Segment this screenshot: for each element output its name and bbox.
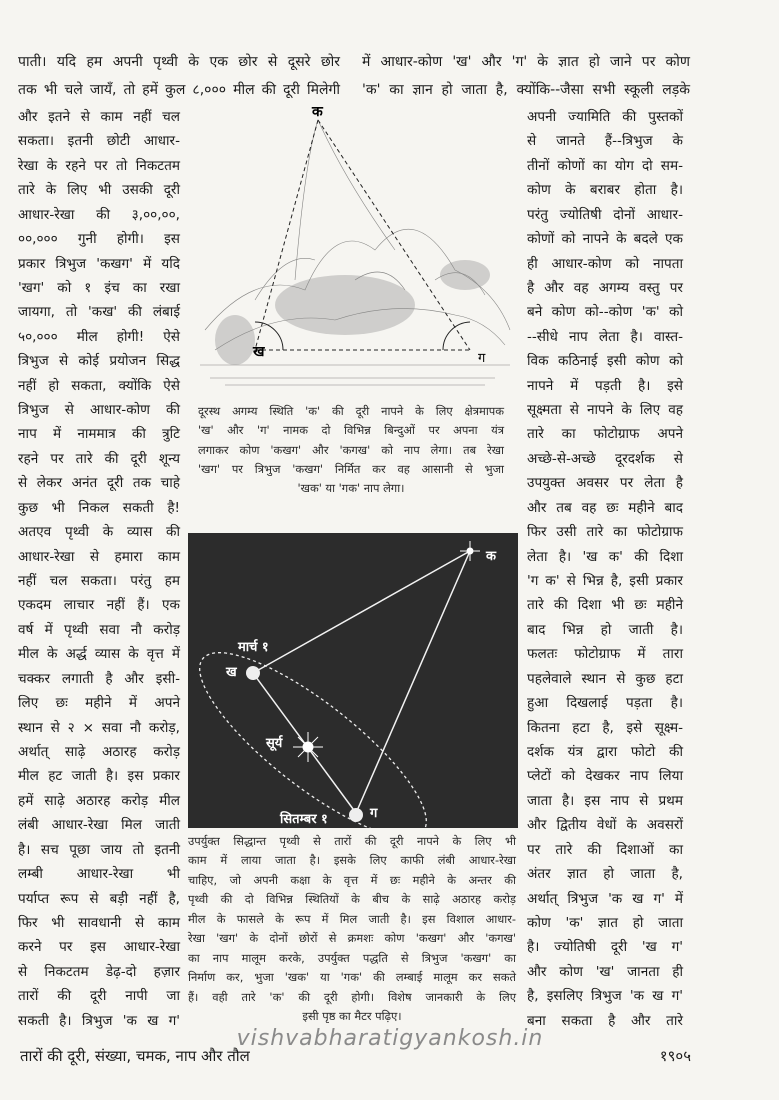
figure1-right-label: ग [478,351,486,366]
text-line: सकता। इतनी छोटी आधार- [18,133,180,150]
caption-line: रेखा 'खग' के दोनों छोरों से क्रमशः कोण 'कखग' और 'कगख' [188,931,516,946]
text-line: और तब वह छः महीने बाद [527,499,683,516]
caption-line: निर्माण कर, भुजा 'खक' या 'गक' की लम्बाई मालूम कर सकते [188,970,516,985]
text-line: पर्याप्त रूप से बड़ी नहीं है, [18,890,180,907]
caption-line: 'ख' और 'ग' नामक दो विभिन्न बिन्दुओं पर अपना यंत्र [198,423,504,438]
text-line: रहने पर तारे की दूरी शून्य [18,450,180,467]
text-line: फलतः फोटोग्राफ में तारा [527,646,683,663]
text-line: त्रिभुज से आधार-कोण की [18,402,180,419]
text-line: है। ज्योतिषी दूरी 'ख ग' [527,939,683,956]
text-line: ही आधार-कोण को नापता [527,255,683,272]
text-line: वर्ष में पृथ्वी सवा नौ करोड़ [18,621,180,638]
text-line: लम्बी आधार-रेखा भी [18,866,180,883]
text-line: बना सकता है और तारे [527,1012,683,1029]
text-line: तीनों कोणों का योग दो सम- [527,157,683,174]
text-line: प्रकार त्रिभुज 'कखग' में यदि [18,255,180,272]
text-line: तारों की दूरी नापी जा [18,988,180,1005]
text-line: तारे के लिए भी उसकी दूरी [18,182,180,199]
text-line: कोणों को नापने के बदले एक [527,231,683,248]
earth-orbit-parallax-figure [188,533,518,828]
earth-march-icon [246,666,260,680]
text-line: प्लेटों को देखकर नाप लिया [527,768,683,785]
text-line: नहीं चल सकता। परंतु हम [18,573,180,590]
text-line: और द्वितीय वेधों के अवसरों [527,817,683,834]
text-line: और इतने से काम नहीं चल [18,109,180,125]
top-line-right-2: 'क' का ज्ञान हो जाता है, क्योंकि--जैसा सभी स्कूली लड़के [362,82,690,98]
caption-line: पृथ्वी की दो विभिन्न स्थितियों के बीच के साढ़े अठारह करोड़ [188,892,516,907]
right-column [527,108,683,1030]
text-line: है। सच पूछा जाय तो इतनी [18,841,180,858]
figure2-star-label: क [486,549,496,564]
text-line: उपयुक्त अवसर पर लेता है [527,475,683,492]
text-line: लंबी आधार-रेखा मिल जाती [18,817,180,834]
text-line: फिर उसी तारे का फोटोग्राफ [527,524,683,541]
text-line: करने पर इस आधार-रेखा [18,939,180,956]
text-line: दर्शक यंत्र द्वारा फोटो की [527,743,683,760]
text-line: विक कठिनाई इसी कोण को [527,353,683,370]
figure1-apex-label: क [312,104,323,120]
text-line: सकती है। त्रिभुज 'क ख ग' [18,1012,180,1029]
text-line: जाता है। इस नाप से प्रथम [527,792,683,809]
text-line: हुआ दिखलाई पड़ता है। [527,695,683,712]
text-line: मील हट जाती है। इस प्रकार [18,768,180,785]
text-line: से जानते हैं--त्रिभुज के [527,133,683,150]
figure2-sun-label: सूर्य [266,736,283,751]
text-line: मील के अर्द्ध व्यास के वृत्त में [18,646,180,663]
earth-september-icon [349,808,363,822]
caption-line: इसी पृष्ठ का मैटर पढ़िए। [302,1008,402,1023]
caption-line: का नाप मालूम करके, उपर्युक्त पद्धति से त्रिभुज 'कखग' का [188,950,516,965]
top-line-left-1: पाती। यदि हम अपनी पृथ्वी के एक छोर से दूसरे छोर [18,54,340,70]
text-line: ००,००० गुनी होगी। इस [18,231,180,248]
figure2-earth-september-label: ग [370,806,378,821]
caption-line: लगाकर कोण 'कखग' और 'कगख' को नाप लेगा। तब रेखा [198,442,504,457]
text-line: आधार-रेखा से हमारा काम [18,548,180,565]
figure1-caption [198,404,504,496]
caption-line: चाहिए, जो अपनी कक्षा के वृत्त में छः महीने के अन्तर की [188,872,516,887]
text-line: पर तारे की दिशाओं का [527,841,683,858]
top-line-left-2: तक भी चले जायँ, तो हमें कुल ८,००० मील की दूरी मिलेगी [18,82,340,98]
text-line: अंतर ज्ञात हो जाता है, [527,866,683,883]
text-line: ५०,००० मील होगी! ऐसे [18,328,180,345]
text-line: हमें साढ़े अठारह करोड़ मील [18,792,180,809]
left-column [18,108,180,1030]
text-line: जायगा, तो 'कख' की लंबाई [18,304,180,321]
text-line: लिए छः महीने में अपने [18,695,180,712]
text-line: नाप में नाममात्र की त्रुटि [18,426,180,443]
top-line-right-1: में आधार-कोण 'ख' और 'ग' के ज्ञात हो जाने पर कोण [362,54,690,70]
text-line: से लेकर अनंत दूरी तक चाहे [18,475,180,492]
text-line: लेता है। 'ख क' की दिशा [527,548,683,565]
figure1-left-label: ख [253,344,265,360]
text-line: अपनी ज्यामिति की पुस्तकों [527,109,683,125]
caption-line: 'खक' या 'गक' नाप लेगा। [297,481,405,495]
figure2-september-label: सितम्बर १ [280,812,328,827]
text-line: कितना हटा है, इसे सूक्ष्म- [527,719,683,736]
text-line: एकदम लाचार नहीं हैं। एक [18,597,180,614]
text-line: आधार-रेखा की ३,००,००, [18,206,180,223]
text-line: अर्थात् साढ़े अठारह करोड़ [18,743,180,760]
figure2-earth-march-label: ख [226,665,237,680]
text-line: सूक्ष्मता से नापने के लिए वह [527,402,683,419]
page-number: १९०५ [659,1047,691,1065]
text-line: बाद भिन्न हो जाती है। [527,621,683,638]
text-line: फिर भी सावधानी से काम [18,914,180,931]
caption-line: हैं। वही तारे 'क' की दूरी होगी। विशेष जानकारी के लिए [188,989,516,1004]
text-line: 'ग क' से भिन्न है, इसी प्रकार [527,573,683,590]
text-line: रेखा के रहने पर तो निकटतम [18,157,180,174]
figure2-caption [188,834,516,1024]
text-line: कुछ भी निकल सकती है! [18,499,180,516]
text-line: से निकटतम डेढ़-दो हज़ार [18,963,180,980]
text-line: परंतु ज्योतिषी दोनों आधार- [527,206,683,223]
caption-line: उपर्युक्त सिद्धान्त पृथ्वी से तारों की दूरी नापने के लिए भी [188,834,516,848]
watermark: vishvabharatigyankosh.in [236,1026,544,1051]
text-line: नहीं हो सकता, क्योंकि ऐसे [18,377,180,394]
text-line: अर्थात् त्रिभुज 'क ख ग' में [527,890,683,907]
figure2-march-label: मार्च १ [238,640,269,655]
caption-line: मील के फासले के रूप में मिल जाती है। इस विशाल आधार- [188,911,516,926]
text-line: अच्छे-से-अच्छे दूरदर्शक से [527,450,683,467]
text-line: तारे की दिशा भी छः महीने [527,597,683,614]
text-line: बने कोण को--कोण 'क' को [527,304,683,321]
text-line: स्थान से २ × सवा नौ करोड़, [18,719,180,736]
text-line: तारे का फोटोग्राफ अपने [527,426,683,443]
footer-title: तारों की दूरी, संख्या, चमक, नाप और तौल [20,1047,250,1065]
text-line: अतएव पृथ्वी के व्यास की [18,524,180,541]
text-line: त्रिभुज से कोई प्रयोजन सिद्ध [18,353,180,370]
text-line: चक्कर लगाती है और इसी- [18,670,180,687]
caption-line: दूरस्थ अगम्य स्थिति 'क' की दूरी नापने के लिए क्षेत्रमापक [198,404,504,418]
text-line: --सीधे नाप लेता है। वास्त- [527,328,683,345]
text-line: कोण के बराबर होता है। [527,182,683,199]
text-line: है, इसलिए त्रिभुज 'क ख ग' [527,988,683,1005]
text-line: नापने में पड़ती है। इसे [527,377,683,394]
text-line: कोण 'क' ज्ञात हो जाता [527,914,683,931]
text-line: पहलेवाले स्थान से कुछ हटा [527,670,683,687]
text-line: 'खग' को १ इंच का रखा [18,279,180,296]
caption-line: 'खग' पर त्रिभुज 'कखग' निर्मित कर वह आसानी से भुजा [198,461,504,476]
triangle-landscape-figure [195,100,515,395]
caption-line: काम में लाया जाता है। इसके लिए काफी लंबी आधार-रेखा [188,853,516,868]
text-line: और कोण 'ख' जानता ही [527,963,683,980]
text-line: है और वह अगम्य वस्तु पर [527,279,683,296]
